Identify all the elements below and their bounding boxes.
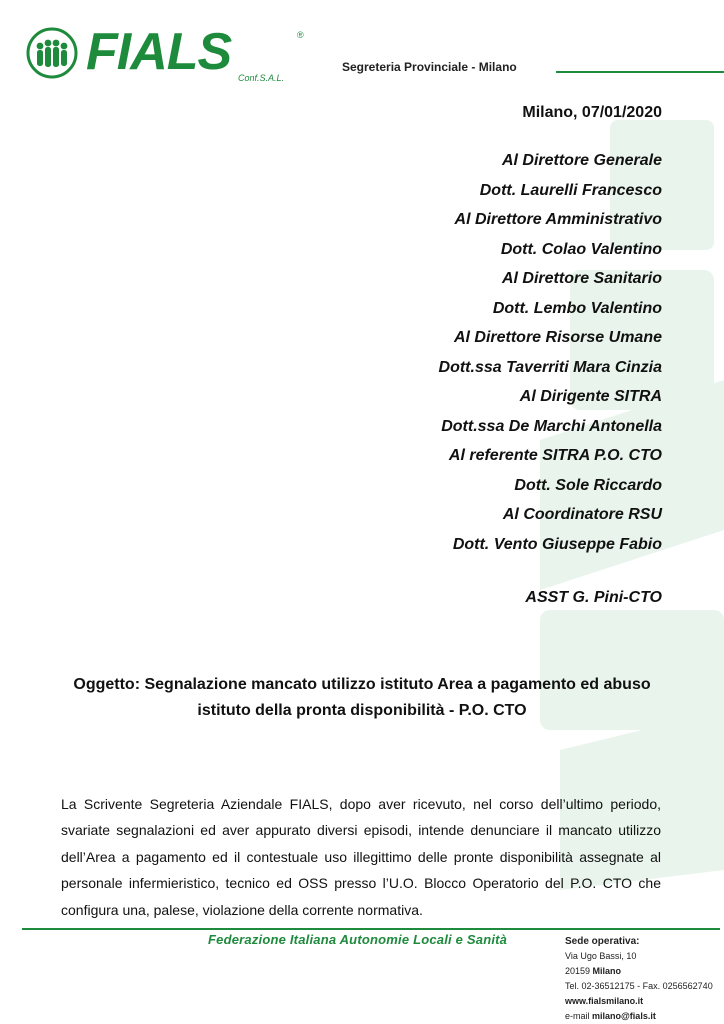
tel-label: Tel. xyxy=(565,981,580,991)
tel-number: 02-36512175 xyxy=(581,981,635,991)
recipient-line: Al Direttore Sanitario xyxy=(501,270,662,287)
subject-line-2: istituto della pronta disponibilità - P.O. CTO xyxy=(197,702,527,719)
recipient-line: Al Dirigente SITRA xyxy=(519,388,662,405)
footer-federation: Federazione Italiana Autonomie Locali e Sanità xyxy=(208,932,508,947)
office-city-line xyxy=(565,964,713,979)
recipient-line: Dott. Laurelli Francesco xyxy=(479,181,662,199)
fials-people-logo-icon xyxy=(26,26,78,80)
footer-address-block xyxy=(565,934,713,1024)
recipient-line: Dott. Lembo Valentino xyxy=(492,299,662,317)
office-street: Via Ugo Bassi, 10 xyxy=(565,951,637,961)
office-label: Sede operativa: xyxy=(565,936,640,947)
brand-logo-text: FIALS xyxy=(86,23,232,81)
recipient-list xyxy=(202,146,662,559)
email-label: e-mail xyxy=(565,1011,590,1021)
website-link[interactable]: www.fialsmilano.it xyxy=(565,996,644,1006)
recipient-line: Dott.ssa De Marchi Antonella xyxy=(441,417,662,435)
recipient-line: Al referente SITRA P.O. CTO xyxy=(448,447,662,464)
letter-date: Milano, 07/01/2020 xyxy=(522,104,662,121)
subject-line-1: Oggetto: Segnalazione mancato utilizzo istituto Area a pagamento ed abuso xyxy=(73,676,651,693)
office-city: Milano xyxy=(592,966,622,976)
email-line xyxy=(565,1009,713,1024)
recipient-line: Al Direttore Amministrativo xyxy=(454,211,662,228)
brand-subtitle: Conf.S.A.L. xyxy=(238,73,285,83)
header-rule xyxy=(556,71,724,73)
fax-label: - Fax. xyxy=(637,981,661,991)
recipient-line: Al Direttore Risorse Umane xyxy=(453,329,662,346)
recipient-line: Al Direttore Generale xyxy=(501,152,662,169)
recipient-line: Dott. Colao Valentino xyxy=(500,240,662,258)
recipient-line: Al Coordinatore RSU xyxy=(502,506,662,523)
recipient-line: Dott. Vento Giuseppe Fabio xyxy=(452,535,662,553)
footer-rule xyxy=(22,928,720,930)
office-phone-line xyxy=(565,979,713,994)
office-zip: 20159 xyxy=(565,966,591,976)
fax-number: 0256562740 xyxy=(662,981,713,991)
header-title: Segreteria Provinciale - Milano xyxy=(342,60,517,74)
recipient-organization: ASST G. Pini-CTO xyxy=(525,589,662,606)
recipient-line: Dott. Sole Riccardo xyxy=(514,476,662,494)
email-link[interactable]: milano@fials.it xyxy=(592,1011,656,1021)
recipient-line: Dott.ssa Taverriti Mara Cinzia xyxy=(438,358,662,376)
letter-body: La Scrivente Segreteria Aziendale FIALS, dopo aver ricevuto, nel corso dell’ultimo periodo, svariate segnalazioni ed aver appurato diversi episodi, intende denunciare il mancato utilizzo dell’Area a pagamento ed il contestuale uso illegittimo delle pronte disponibilità assegnate al personale infermieristico, tecnico ed OSS presso l’U.O. Blocco Operatorio del P.O. CTO che configura una, palese, violazione della corrente normativa. xyxy=(61,796,661,918)
letter-subject xyxy=(60,672,664,724)
registered-mark: ® xyxy=(297,30,304,40)
